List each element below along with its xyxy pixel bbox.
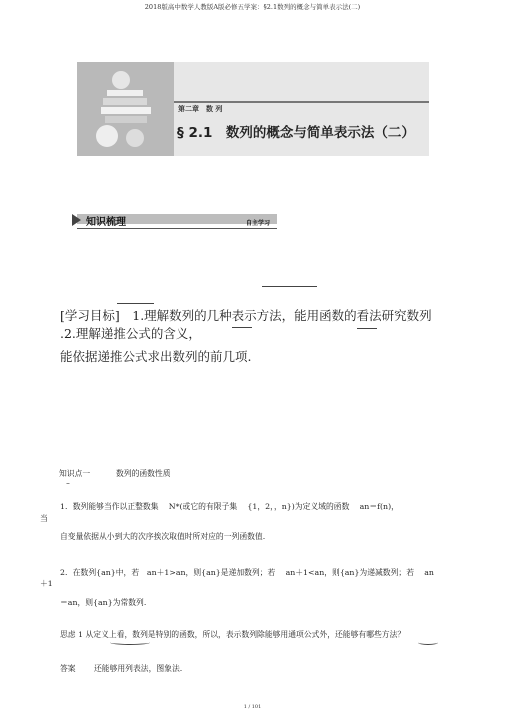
paragraph-2-plus: ＋1	[40, 579, 53, 588]
think-question: 思虑 1 从定义上看，数列是特别的函数，所以，表示数列除能够用通项公式外，还能够有哪些方法？	[60, 630, 406, 639]
decor-rule	[117, 303, 154, 304]
page-number: 1 / 101	[243, 704, 262, 710]
paragraph-1-dang: 当	[40, 514, 48, 523]
wave-underline	[110, 640, 150, 645]
decor-rule	[262, 286, 317, 287]
decor-rule	[232, 327, 252, 328]
knowledge-heading-title: 数列的函数性质	[116, 469, 171, 478]
lesson-title: § 2.1 数列的概念与简单表示法（二）	[177, 125, 415, 141]
banner-divider	[174, 101, 429, 103]
paragraph-1-line-2: 自变量依据从小到大的次序挨次取值时所对应的一列函数值.	[60, 532, 266, 541]
section-title: 知识梳理	[86, 217, 126, 228]
paragraph-2-line-1: 2．在数列{an}中，若 an＋1>an，则{an}是递加数列；若 an＋1<an，则{an}为递减数列；若 an	[60, 568, 434, 577]
answer-text: 还能够用列表法，图象法.	[94, 664, 183, 673]
wave-underline	[418, 640, 438, 645]
chapter-banner	[77, 62, 429, 156]
page-header: 2018版高中数学人教版A版必修五学案：§2.1数列的概念与简单表示法(二)	[144, 3, 361, 11]
decor-rule	[357, 328, 377, 329]
goals-line-1: [学习目标] 1.理解数列的几种表示方法，能用函数的看法研究数列	[60, 308, 432, 323]
section-tag: 自主学习	[246, 220, 271, 227]
books-apple-illustration	[77, 62, 174, 156]
paragraph-1-line-1: 1．数列能够当作以正整数集 N*(或它的有限子集 {1，2，，n})为定义域的函数 an＝f(n)，	[60, 502, 399, 511]
section-triangle-icon	[72, 214, 81, 226]
small-mark: ⌣	[66, 480, 70, 487]
section-underline	[77, 228, 277, 229]
paragraph-2-line-2: ＝an，则{an}为常数列.	[60, 598, 147, 607]
goals-line-2: .2.理解递推公式的含义，	[60, 326, 201, 341]
chapter-label: 第二章 数 列	[178, 105, 223, 113]
answer-label: 答案	[60, 664, 76, 673]
goals-line-3: 能依据递推公式求出数列的前几项.	[60, 349, 252, 364]
knowledge-heading-label: 知识点一	[59, 469, 91, 478]
